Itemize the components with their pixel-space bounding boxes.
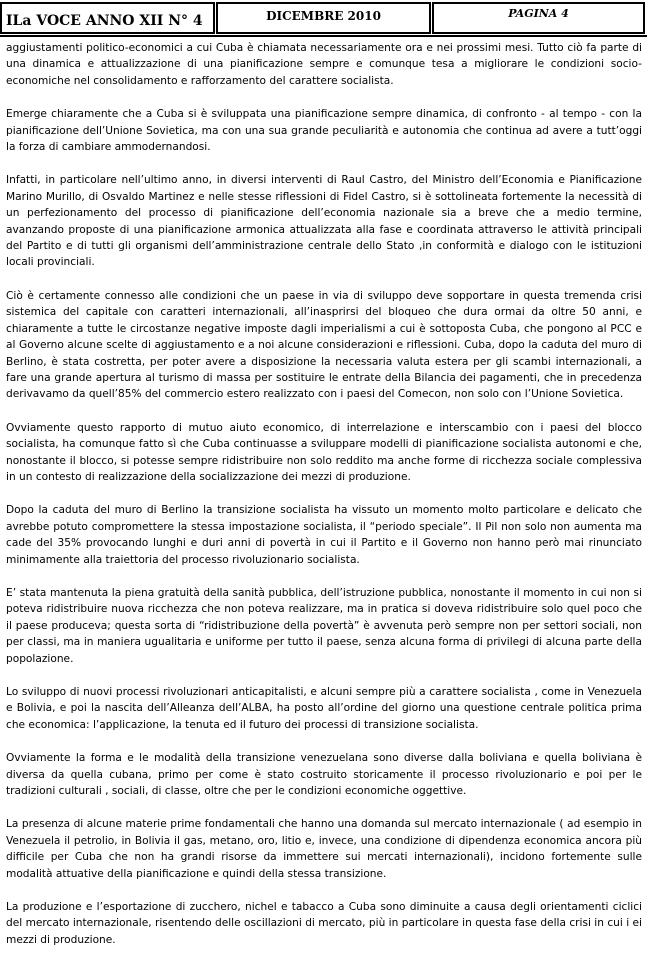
paragraph: La produzione e l’esportazione di zucchero, nichel e tabacco a Cuba sono diminuite a causa degli orientamenti ciclici del mercato internazionale, risentendo delle oscillazioni di mercato, più in particolare in questa fase della crisi in cui i ei mezzi di produzione.: [6, 901, 642, 946]
date-header: DICEMBRE 2010: [216, 2, 431, 34]
paragraph: Ovviamente questo rapporto di mutuo aiuto economico, di interrelazione e interscambio con i paesi del blocco socialista, ha comunque fatto sì che Cuba continuasse a sviluppare modelli di pianificazione socialista autonomi e che, nonostante il blocco, si potesse sempre ridistribuire non solo reddito ma anche forme di ricchezza sociale complessiva in un contesto di realizzazione della socializzazione dei mezzi di produzione.: [6, 421, 642, 483]
paragraph: Infatti, in particolare nell’ultimo anno, in diversi interventi di Raul Castro, del Ministro dell’Economia e Pianificazione Marino Murillo, di Osvaldo Martinez e nelle stesse riflessioni di Fidel Castro, si è sottolineata fortemente la necessità di un perfezionamento del processo di pianificazione dell’economia nazionale sia a breve che a medio termine, avanzando proposte di una pianificazione armonica attualizzata alla fase e coordinata attraverso le attività principali del Partito e di tutti gli organismi dell’amministrazione centrale dello Stato ,in conformità e dialogo con le istituzioni locali provinciali.: [6, 174, 642, 269]
paragraph: Ovviamente la forma e le modalità della transizione venezuelana sono diverse dalla boliviana e quella boliviana è diversa da quella cubana, primo per come è stato costruito storicamente il processo rivoluzionario e poi per le tradizioni culturali , sociali, di classe, oltre che per le condizioni economiche oggettive.: [6, 752, 642, 798]
article-body: [6, 40, 642, 948]
header-rule: [0, 35, 647, 37]
paragraph: Emerge chiaramente che a Cuba si è sviluppata una pianificazione sempre dinamica, di confronto - al tempo - con la pianificazione dell’Unione Sovietica, ma con una sua grande peculiarità e autonomia che continua ad avere a tutt’oggi la forza di cambiare ammodernandosi.: [6, 108, 642, 154]
paragraph: Ciò è certamente connesso alle condizioni che un paese in via di sviluppo deve sopportare in questa tremenda crisi sistemica del capitale con caratteri internazionali, all’inasprirsi del bloqueo che dura ormai da oltre 50 anni, e chiaramente a tutte le circostanze negative imposte dagli imperialismi a cui è sottoposta Cuba, che pongono al PCC e al Governo alcune scelte di aggiustamento e a noi alcune considerazioni e riflessioni. Cuba, dopo la caduta del muro di Berlino, è stata costretta, per poter avere a disposizione la necessaria valuta estera per gli scambi internazionali, a fare una grande apertura al turismo di massa per sostituire le entrate della Bilancia dei pagamenti, che in precedenza derivavamo da quell’85% del commercio estero realizzato con i paesi del Comecon, non solo con l’Unione Sovietica.: [6, 289, 642, 401]
paragraph: Dopo la caduta del muro di Berlino la transizione socialista ha vissuto un momento molto particolare e delicato che avrebbe potuto compromettere la stessa impostazione socialista, il “periodo speciale”. Il Pil non solo non aumenta ma cade del 35% provocando lunghi e duri anni di povertà in cui il Partito e il Governo non hanno però mai rinunciato minimamente alla traiettoria del processo rivoluzionario socialista.: [6, 504, 642, 566]
paragraph: E’ stata mantenuta la piena gratuità della sanità pubblica, dell’istruzione pubblica, nonostante il momento in cui non si poteva ridistribuire nuova ricchezza che non poteva realizzare, ma in pratica si doveva ridistribuire solo quel poco che il paese produceva; questa sorta di “ridistribuzione della povertà” è avvenuta però sempre non per settori sociali, non per classi, ma in maniera ugualitaria e uniforme per tutto il paese, senza alcuna forma di privilegi di alcuna parte della popolazione.: [6, 586, 642, 665]
paragraph: aggiustamenti politico-economici a cui Cuba è chiamata necessariamente ora e nei prossimi mesi. Tutto ciò fa parte di una dinamica e attualizzazione di una pianificazione sempre e comunque tesa a migliorare le condizioni socio-economiche nel consolidamento e rafforzamento del carattere socialista.: [6, 42, 642, 87]
page-number-header: PAGINA 4: [432, 2, 645, 34]
issue-header: ILa VOCE ANNO XII N° 4: [0, 2, 215, 34]
paragraph: Lo sviluppo di nuovi processi rivoluzionari anticapitalisti, e alcuni sempre più a carattere socialista , come in Venezuela e Bolivia, e poi la nascita dell’Alleanza dell’ALBA, ha posto all’ordine del giorno una questione centrale politica prima che economica: l’applicazione, la tenuta ed il futuro dei processi di transizione socialista.: [6, 686, 642, 731]
paragraph: La presenza di alcune materie prime fondamentali che hanno una domanda sul mercato internazionale ( ad esempio in Venezuela il petrolio, in Bolivia il gas, metano, oro, litio e, invece, una condizione di dipendenza economica ancora più difficile per Cuba che non ha grandi risorse da immettere sui mercati internazionali), incidono fortemente sulle modalità attuative della pianificazione e quindi della stessa transizione.: [6, 818, 642, 880]
